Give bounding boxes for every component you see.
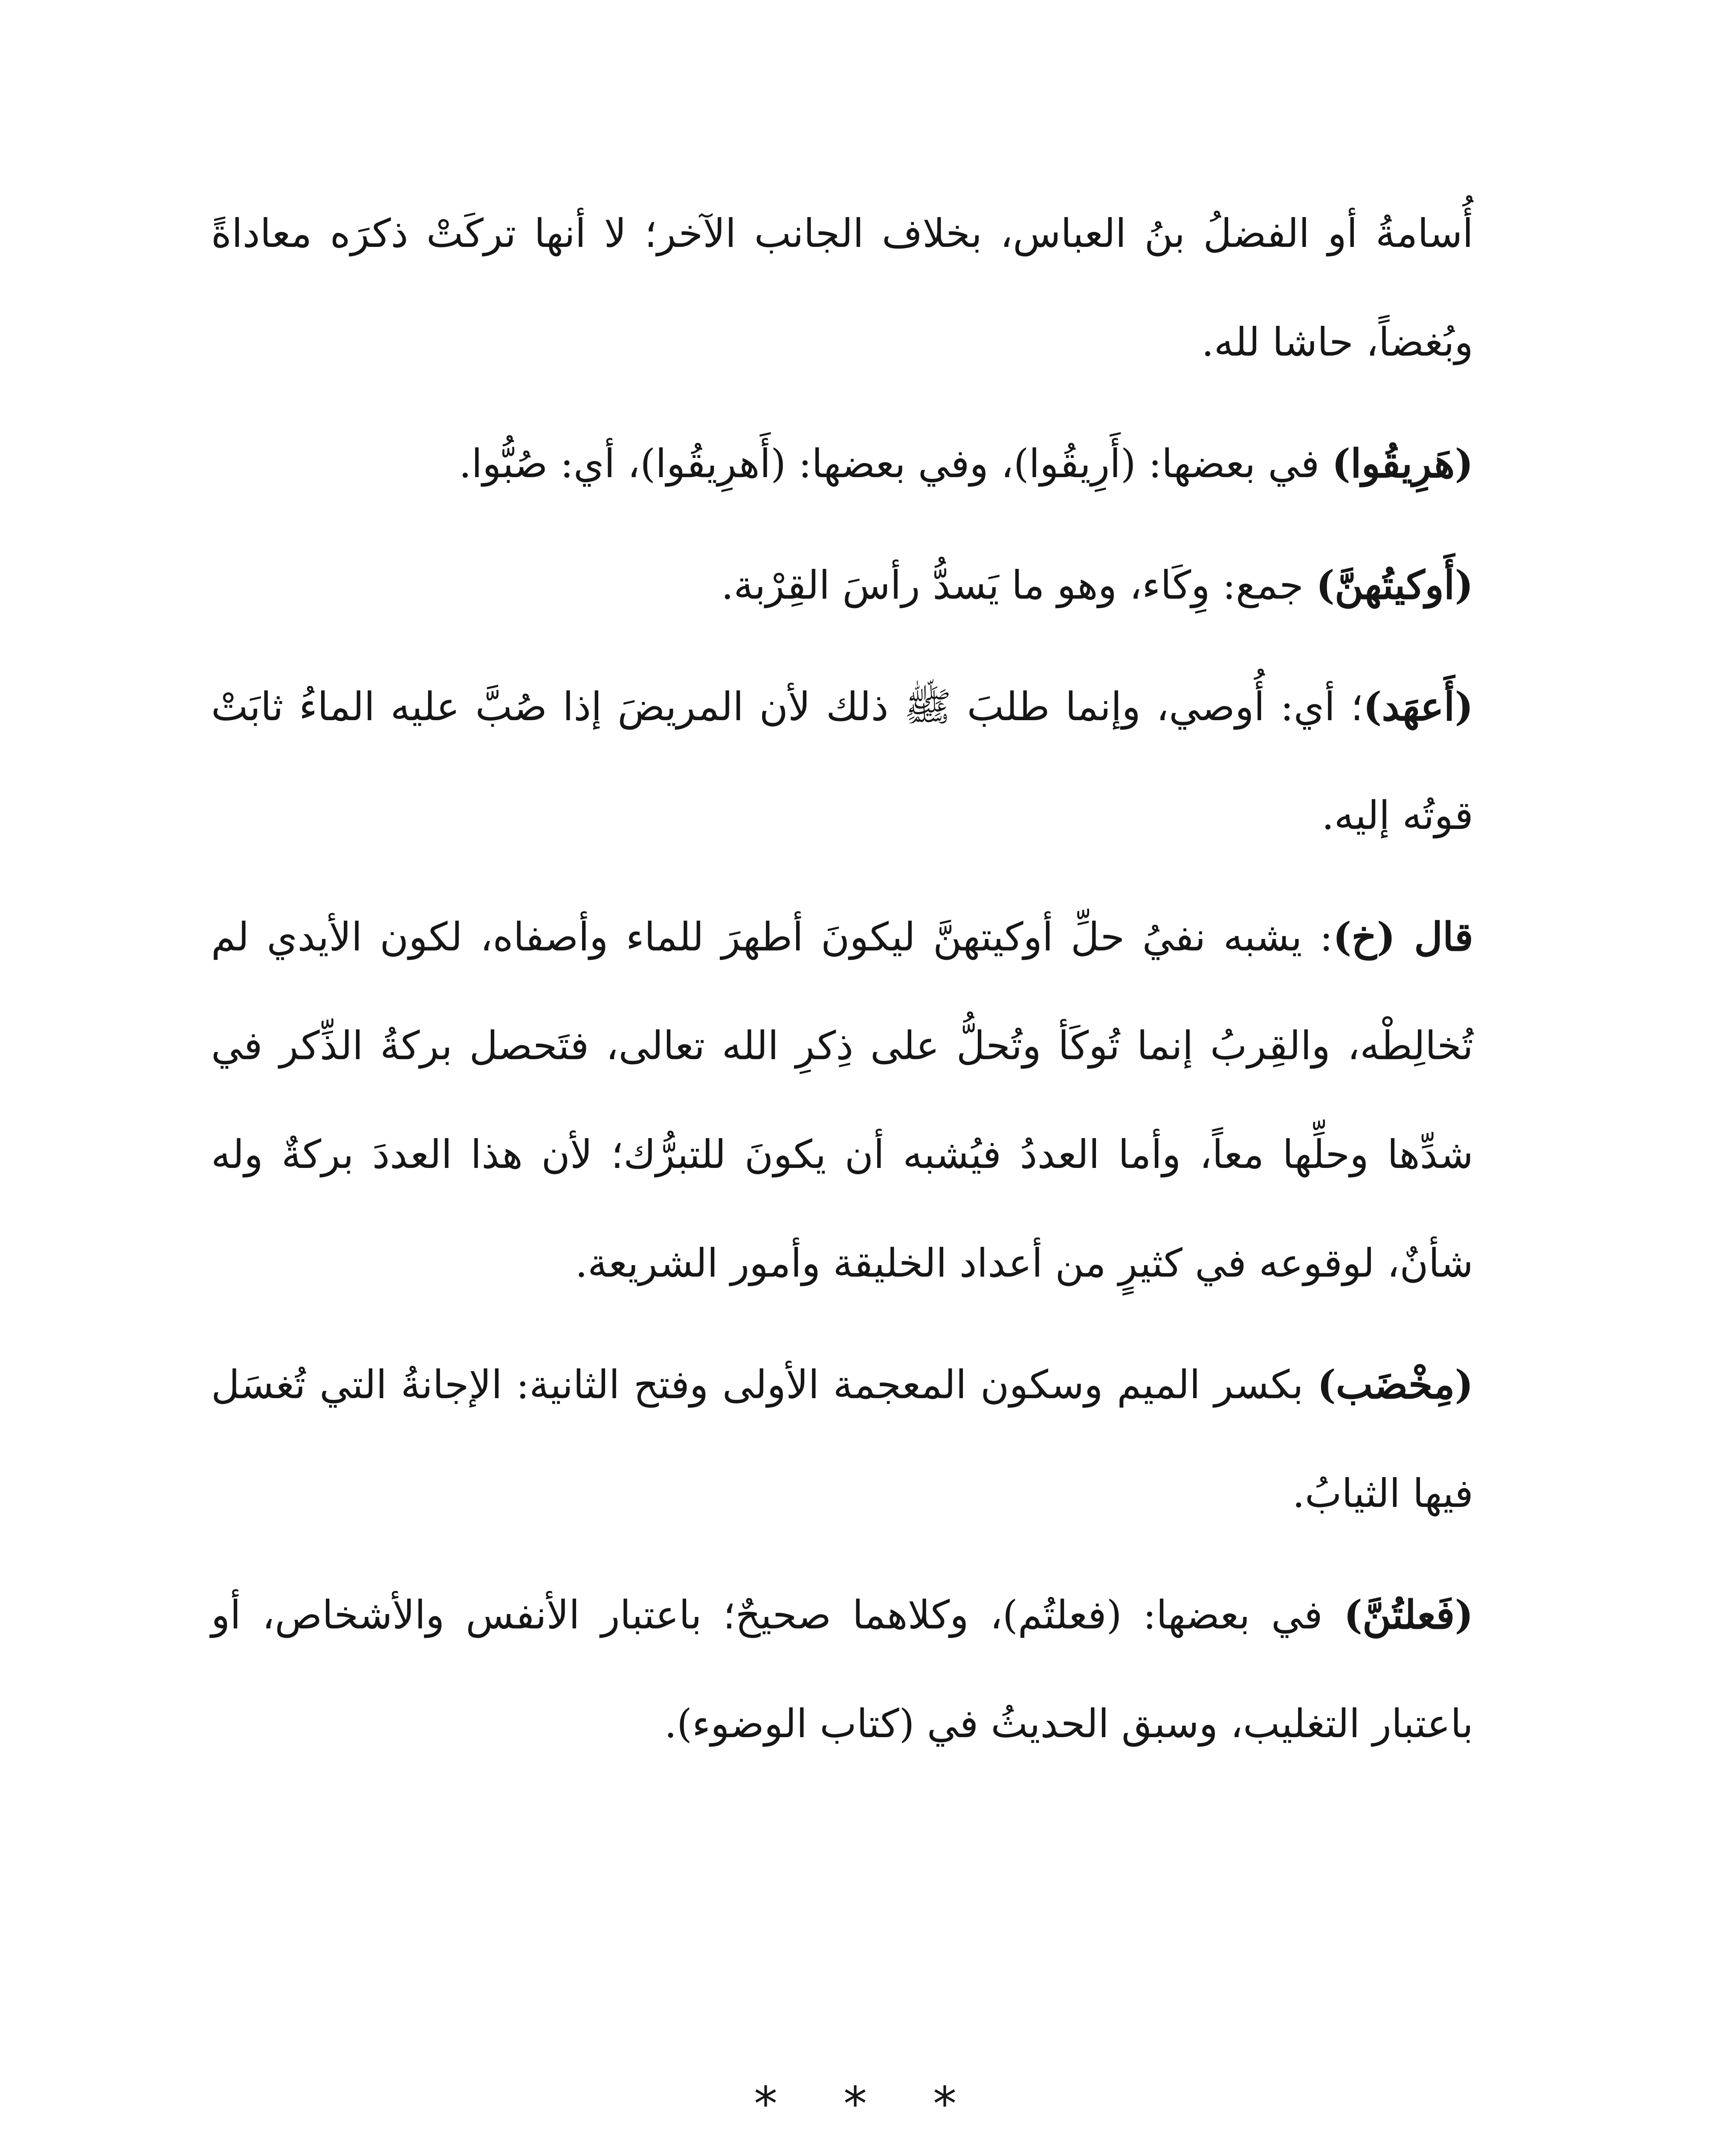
paragraph-7-text: في بعضها: (فعلتُم)، وكلاهما صحيحٌ؛ باعتبار الأنفس والأشخاص، أو باعتبار التغليب، وسبق الحديثُ في (كتاب الوضوء). [211,1592,1473,1747]
paragraph-6-text: بكسر الميم وسكون المعجمة الأولى وفتح الثانية: الإجانةُ التي تُغسَل فيها الثيابُ. [211,1362,1473,1516]
paragraph-1-text: أُسامةُ أو الفضلُ بنُ العباس، بخلاف الجانب الآخر؛ لا أنها تركَتْ ذكرَه معاداةً وبُغضاً، حاشا لله. [211,211,1473,365]
page-body-text [211,179,1473,1791]
paragraph-2 [211,409,1473,518]
paragraph-5 [211,883,1473,1318]
paragraph-7 [211,1561,1473,1778]
paragraph-4-text: ؛ أي: أُوصي، وإنما طلبَ ﷺ ذلك لأن المريضَ إذا صُبَّ عليه الماءُ ثابَتْ قوتُه إليه. [211,684,1473,838]
paragraph-4-keyword: (أَعهَد) [1363,684,1473,730]
paragraph-3-text: جمع: وِكَاء، وهو ما يَسدُّ رأسَ القِرْبة. [721,562,1316,608]
paragraph-6 [211,1330,1473,1548]
paragraph-5-text: : يشبه نفيُ حلِّ أوكيتهنَّ ليكونَ أطهرَ للماء وأصفاه، لكون الأيدي لم تُخالِطْه، والقِربُ إنما تُوكَأ وتُحلُّ على ذِكرِ الله تعالى، فتَحصل بركةُ الذِّكر في شدِّها وحلِّها معاً، وأما العددُ فيُشبه أن يكونَ للتبرُّك؛ لأن هذا العددَ بركةٌ وله شأنٌ، لوقوعه في كثيرٍ من أعداد الخليقة وأمور الشريعة. [211,914,1473,1286]
paragraph-2-keyword: (هَرِيقُوا) [1332,440,1473,487]
paragraph-7-keyword: (فَعلتُنَّ) [1344,1592,1473,1638]
paragraph-1 [211,179,1473,397]
paragraph-3 [211,531,1473,640]
paragraph-5-keyword: قال (خ) [1333,914,1473,960]
section-separator-asterisks: * * * [754,2077,982,2131]
paragraph-6-keyword: (مِخْضَب) [1317,1361,1473,1408]
paragraph-2-text: في بعضها: (أَرِيقُوا)، وفي بعضها: (أَهرِيقُوا)، أي: صُبُّوا. [459,441,1332,487]
paragraph-4 [211,652,1473,870]
paragraph-3-keyword: (أَوكيتُهنَّ) [1316,562,1473,608]
